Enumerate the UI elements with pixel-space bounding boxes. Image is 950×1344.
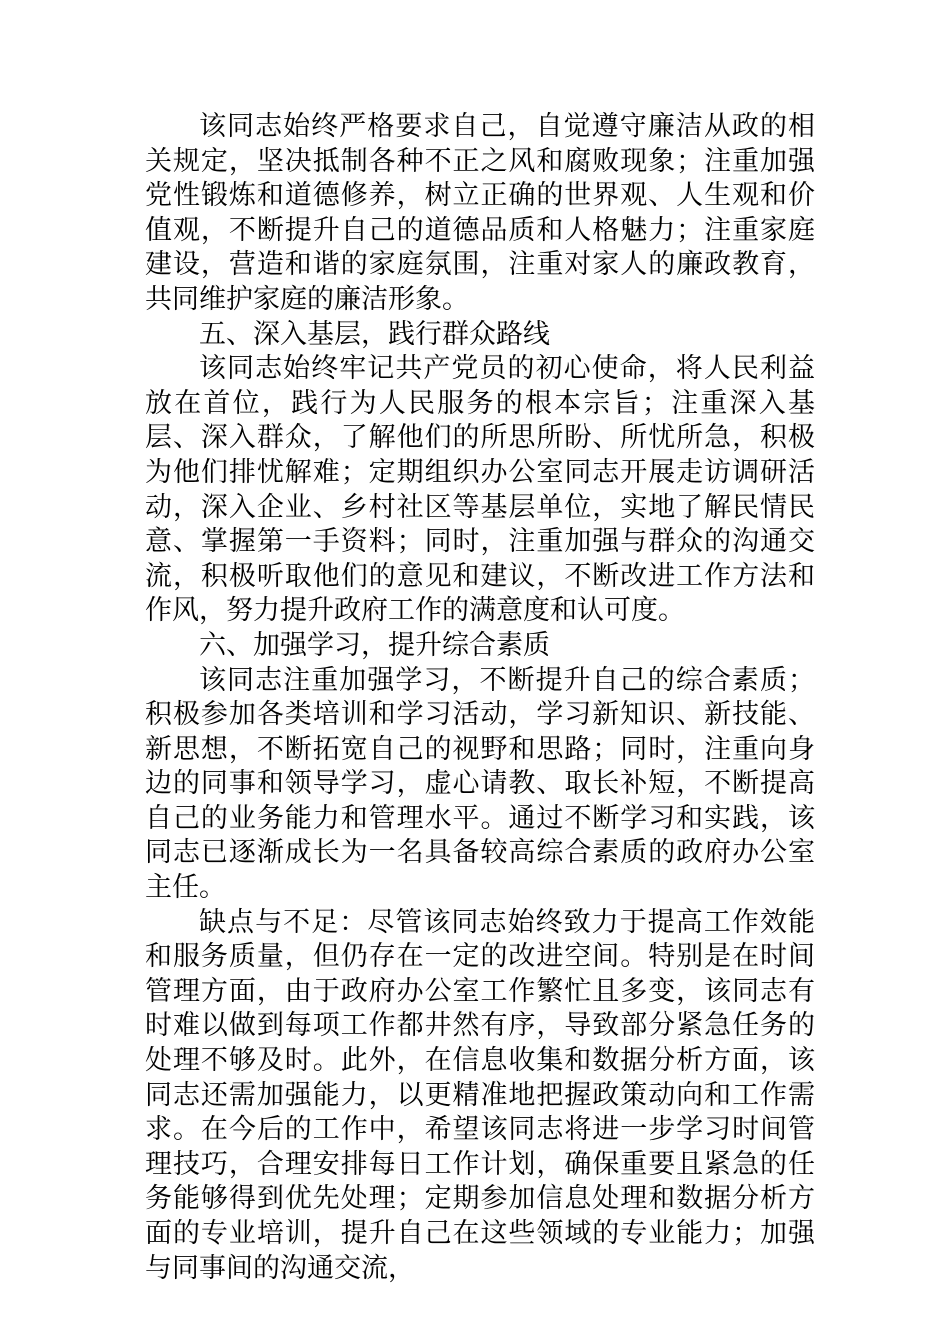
paragraph-learning: 该同志注重加强学习，不断提升自己的综合素质；积极参加各类培训和学习活动，学习新知识、新技能、新思想，不断拓宽自己的视野和思路；同时，注重向身边的同事和领导学习，虚心请教、取长补短，不断提高自己的业务能力和管理水平。通过不断学习和实践，该同志已逐渐成长为一名具备较高综合素质的政府办公室主任。 [145,664,815,904]
document-page [145,110,815,1286]
section-heading-five: 五、深入基层，践行群众路线 [199,318,550,350]
paragraph-shortcomings: 缺点与不足：尽管该同志始终致力于提高工作效能和服务质量，但仍存在一定的改进空间。特别是在时间管理方面，由于政府办公室工作繁忙且多变，该同志有时难以做到每项工作都井然有序，导致部分紧急任务的处理不够及时。此外，在信息收集和数据分析方面，该同志还需加强能力，以更精准地把握政策动向和工作需求。在今后的工作中，希望该同志将进一步学习时间管理技巧，合理安排每日工作计划，确保重要且紧急的任务能够得到优先处理；定期参加信息处理和数据分析方面的专业培训，提升自己在这些领域的专业能力；加强与同事间的沟通交流， [145,906,815,1284]
section-heading-six: 六、加强学习，提升综合素质 [199,629,550,661]
paragraph-grassroots: 该同志始终牢记共产党员的初心使命，将人民利益放在首位，践行为人民服务的根本宗旨；注重深入基层、深入群众，了解他们的所思所盼、所忧所急，积极为他们排忧解难；定期组织办公室同志开展走访调研活动，深入企业、乡村社区等基层单位，实地了解民情民意、掌握第一手资料；同时，注重加强与群众的沟通交流，积极听取他们的意见和建议，不断改进工作方法和作风，努力提升政府工作的满意度和认可度。 [145,353,815,627]
paragraph-integrity: 该同志始终严格要求自己，自觉遵守廉洁从政的相关规定，坚决抵制各种不正之风和腐败现象；注重加强党性锻炼和道德修养，树立正确的世界观、人生观和价值观，不断提升自己的道德品质和人格魅力；注重家庭建设，营造和谐的家庭氛围，注重对家人的廉政教育，共同维护家庭的廉洁形象。 [145,111,815,315]
